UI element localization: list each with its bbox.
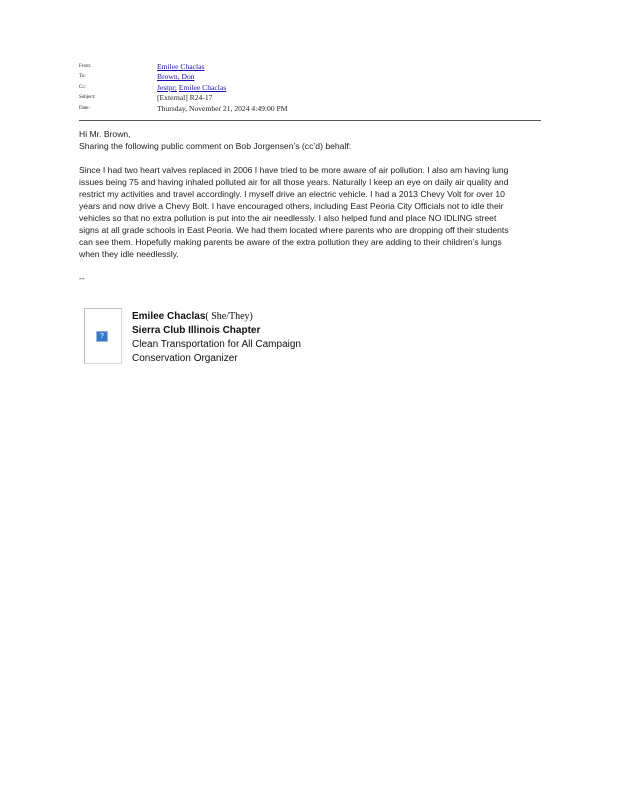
from-row bbox=[79, 61, 539, 72]
comment-line: can see them. Hopefully making parents be aware of the extra pollution they are adding to their children’s lungs bbox=[79, 237, 502, 247]
signature-pronouns: ( She/They) bbox=[205, 311, 253, 322]
cc-row bbox=[79, 82, 539, 93]
to-link[interactable]: Brown, Don bbox=[157, 72, 195, 82]
signature-image-frame bbox=[84, 308, 122, 364]
comment-line: when they idle needlessly. bbox=[79, 249, 179, 259]
from-label: From: bbox=[79, 63, 92, 69]
comment-line: restrict my activities and travel accordingly. I myself drive an electric vehicle. I had a 2013 Chevy Volt for over 10 bbox=[79, 189, 505, 199]
greeting: Hi Mr. Brown, bbox=[79, 129, 131, 139]
from-link[interactable]: Emilee Chaclas bbox=[157, 61, 205, 71]
subject-row bbox=[79, 93, 539, 104]
signature-text bbox=[132, 310, 432, 366]
header-divider bbox=[79, 120, 541, 121]
signature-campaign: Clean Transportation for All Campaign bbox=[132, 339, 301, 350]
date-label: Date: bbox=[79, 105, 90, 111]
date-value: Thursday, November 21, 2024 4:49:00 PM bbox=[157, 103, 288, 113]
subject-value: [External] R24-17 bbox=[157, 93, 213, 103]
signature-name: Emilee Chaclas bbox=[132, 311, 206, 322]
comment-line: signs at all grade schools in East Peoria. We had them located where parents who are dropping off their students bbox=[79, 225, 509, 235]
spacer bbox=[79, 152, 549, 164]
email-body bbox=[79, 128, 549, 284]
comment-line: vehicles so that no extra pollution is put into the air needlessly. I also helped fund and place NO IDLING street bbox=[79, 213, 497, 223]
signature-org: Sierra Club Illinois Chapter bbox=[132, 325, 261, 336]
date-row bbox=[79, 103, 539, 114]
to-row bbox=[79, 72, 539, 83]
cc-link-jestpr[interactable]: Jestpr; bbox=[157, 82, 177, 92]
comment-line: years and now drive a Chevy Bolt. I have encouraged others, including East Peoria City Officials not to idle their bbox=[79, 201, 504, 211]
comment-paragraph bbox=[79, 164, 549, 260]
intro-line: Sharing the following public comment on Bob Jorgensen’s (cc’d) behalf: bbox=[79, 141, 352, 151]
signature-name-line bbox=[132, 310, 432, 324]
comment-line: issues being 75 and having inhaled polluted air for all those years. Naturally I keep an eye on daily air quality and bbox=[79, 177, 509, 187]
broken-image-icon: ? bbox=[96, 331, 108, 342]
email-header bbox=[79, 61, 539, 114]
spacer bbox=[79, 260, 549, 272]
cc-values bbox=[157, 83, 226, 92]
cc-label: Cc: bbox=[79, 84, 86, 90]
comment-line: Since I had two heart valves replaced in 2006 I have tried to be more aware of air pollution. I also am having lung bbox=[79, 165, 509, 175]
signature-separator: -- bbox=[79, 273, 85, 283]
signature-title: Conservation Organizer bbox=[132, 353, 238, 364]
to-label: To: bbox=[79, 74, 86, 80]
cc-link-emilee[interactable]: Emilee Chaclas bbox=[178, 82, 227, 92]
subject-label: Subject: bbox=[79, 95, 96, 101]
